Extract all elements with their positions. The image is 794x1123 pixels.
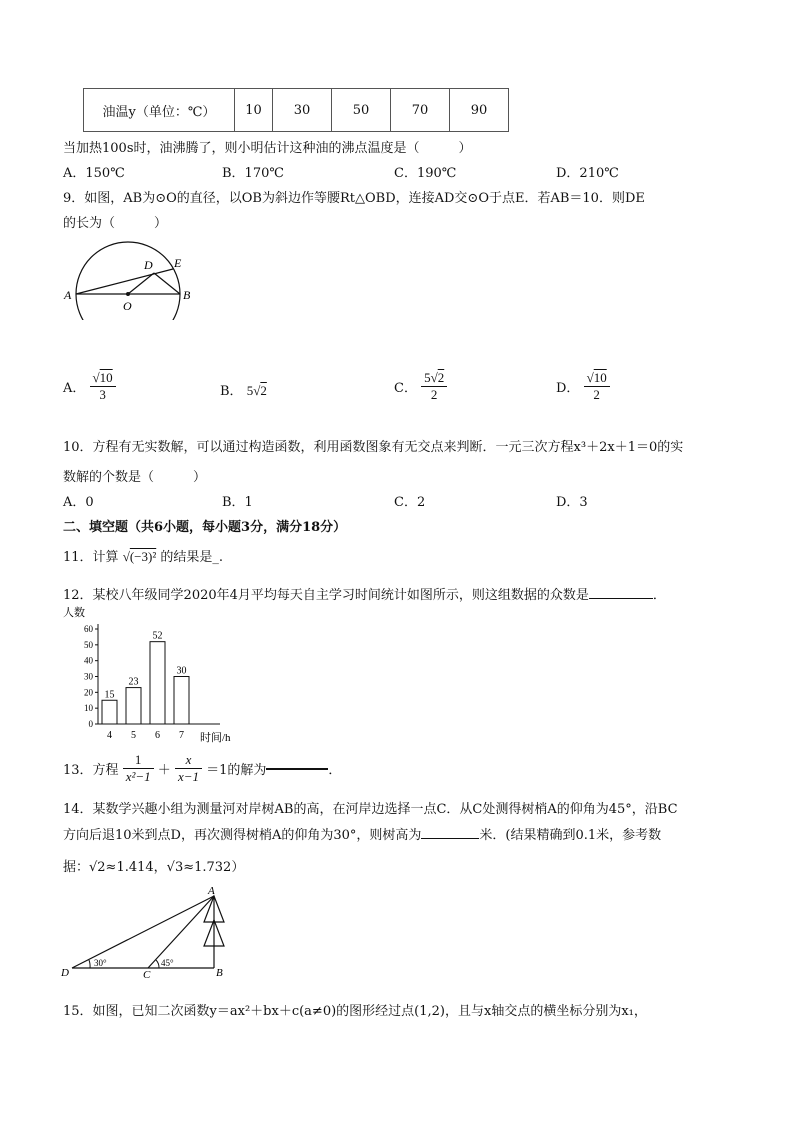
q11-suffix: 的结果是_. — [160, 550, 223, 565]
label-a: A — [208, 885, 215, 897]
table-cell: 70 — [391, 89, 450, 132]
q8-option-b: B．170℃ — [222, 166, 284, 181]
x-tick-label: 5 — [131, 730, 136, 741]
q10-option-b: B．1 — [222, 495, 253, 510]
q9-option-b: B． 5√2 — [220, 383, 267, 399]
bar-5 — [126, 688, 141, 724]
q13-answer-blank[interactable] — [266, 768, 328, 770]
q11-radicand: (−3)² — [129, 549, 157, 564]
segment-db — [154, 273, 180, 294]
study-time-bar-chart — [60, 604, 250, 744]
section-title: 二、填空题（共6小题，每小题3分，满分18分） — [63, 520, 347, 535]
q13-eq: ＝1的解为 — [206, 763, 267, 778]
x-tick-label: 7 — [179, 730, 184, 741]
angle-arc-d — [89, 960, 90, 968]
label-d: D — [144, 258, 153, 272]
q13-plus: ＋ — [157, 763, 171, 778]
q14-answer-blank[interactable] — [421, 838, 479, 839]
y-tick-label: 60 — [84, 624, 93, 634]
table-cell: 30 — [273, 89, 332, 132]
q10-stem-line1: 10．方程有无实数解，可以通过构造函数，利用函数图象有无交点来判断．一元三次方程x³＋2x＋1＝0的实 — [63, 440, 684, 455]
chart-xlabel: 时间/h — [200, 732, 231, 744]
x-tick-label: 4 — [107, 730, 112, 741]
q14-stem-line1: 14．某数学兴趣小组为测量河对岸树AB的高，在河岸边选择一点C．从C处测得树梢A的仰角为45°，沿BC — [63, 802, 678, 817]
q9-option-c-radicand: 2 — [437, 370, 445, 385]
q13-end: ． — [328, 763, 342, 778]
q13-frac1-den: x²−1 — [125, 769, 151, 784]
q13-frac1-num: 1 — [123, 752, 154, 769]
q9-option-d: D． $\frac{√10}{2}$ — [556, 370, 610, 410]
q10-option-d: D．3 — [556, 495, 588, 510]
q9-option-b-letter: B． — [220, 384, 243, 399]
q10-option-a: A．0 — [63, 495, 94, 510]
angle-label-d: 30° — [94, 958, 107, 968]
q14-stem-line3: 据：√2≈1.414，√3≈1.732） — [63, 860, 245, 875]
label-a: A — [64, 288, 72, 302]
q13-text — [63, 752, 341, 792]
q9-option-c-coef: 5 — [424, 370, 431, 385]
y-tick-label: 40 — [84, 655, 93, 666]
q14-line2-part1: 方向后退10米到点D，再次测得树梢A的仰角为30°，则树高为 — [63, 828, 422, 843]
table-row — [84, 89, 509, 132]
q12-stem: 12．某校八年级同学2020年4月平均每天自主学习时间统计如图所示，则这组数据的众数是 — [63, 588, 589, 603]
chart-ylabel: 人数 — [63, 607, 85, 619]
q15-stem: 15．如图，已知二次函数y＝ax²＋bx＋c(a≠0)的图形经过点(1,2)，且与x轴交点的横坐标分别为x₁， — [63, 1004, 647, 1019]
q12-text — [63, 584, 666, 603]
q14-stem-line2 — [63, 824, 661, 843]
y-tick-label: 30 — [84, 671, 93, 682]
q14-line2-part2: 米．(结果精确到0.1米，参考数 — [479, 828, 662, 843]
y-tick-label: 10 — [84, 703, 93, 714]
bar-6 — [150, 642, 165, 724]
q9-stem-line1: 9．如图，AB为⊙O的直径，以OB为斜边作等腰Rt△OBD，连接AD交⊙O于点E．若AB＝10．则DE — [63, 191, 645, 206]
q13-prefix: 13．方程 — [63, 763, 119, 778]
sight-line-c — [148, 896, 214, 968]
x-tick-label: 6 — [155, 730, 160, 741]
q10-option-c: C．2 — [394, 495, 426, 510]
q9-option-b-radicand: 2 — [260, 383, 267, 398]
q9-option-b-coef: 5 — [246, 383, 254, 398]
bar-value-label: 30 — [176, 665, 187, 677]
q11-prefix: 11．计算 — [63, 550, 119, 565]
q8-option-a: A．150℃ — [63, 166, 125, 181]
table-cell: 50 — [332, 89, 391, 132]
label-d: D — [61, 967, 69, 978]
angle-arc-c — [156, 960, 159, 968]
q9-option-d-letter: D． — [556, 381, 580, 396]
table-cell: 90 — [450, 89, 509, 132]
oil-temperature-table — [83, 88, 509, 132]
bar-7 — [174, 677, 189, 725]
table-row-label: 油温y（单位：℃） — [84, 89, 235, 132]
q9-option-d-radicand: 10 — [593, 370, 607, 385]
q8-text: 当加热100s时，油沸腾了，则小明估计这种油的沸点温度是（ ） — [63, 141, 472, 156]
tree-height-figure — [60, 884, 240, 978]
bar-value-label: 23 — [128, 676, 139, 688]
q8-option-d: D．210℃ — [556, 166, 619, 181]
q12-end: ． — [652, 588, 666, 603]
segment-ae — [76, 269, 173, 294]
circle-figure — [60, 240, 200, 320]
center-point — [126, 292, 130, 296]
label-e: E — [174, 256, 182, 270]
bar-4 — [102, 700, 117, 724]
q9-stem-line2: 的长为（ ） — [63, 216, 168, 231]
q13-frac2-num: x — [175, 752, 202, 769]
segment-od — [128, 273, 154, 294]
label-o: O — [123, 299, 132, 313]
q9-option-a-den: 3 — [99, 387, 106, 402]
y-tick-label: 20 — [84, 687, 93, 698]
bar-value-label: 15 — [104, 689, 115, 701]
q12-answer-blank[interactable] — [589, 598, 653, 599]
y-tick-label: 0 — [88, 719, 93, 729]
q9-option-a-letter: A． — [63, 381, 86, 396]
label-c: C — [143, 969, 151, 978]
q9-option-a: A． $\frac{√10}{3}$ — [63, 370, 116, 410]
q11-text: 11．计算 √(−3)² 的结果是_. — [63, 549, 223, 565]
q9-option-c: C． $\frac{5√2}{2}$ — [394, 370, 447, 410]
q9-option-a-radicand: 10 — [99, 370, 113, 385]
q8-option-c: C．190℃ — [394, 166, 457, 181]
table-cell: 10 — [235, 89, 273, 132]
q9-option-c-den: 2 — [430, 387, 438, 402]
q9-option-d-den: 2 — [593, 387, 600, 402]
q10-stem-line2: 数解的个数是（ ） — [63, 470, 207, 485]
angle-label-c: 45° — [161, 958, 174, 968]
y-tick-label: 50 — [84, 639, 93, 650]
bar-value-label: 52 — [152, 630, 163, 642]
q9-option-c-letter: C． — [394, 381, 417, 396]
label-b: B — [183, 288, 191, 302]
q13-frac2-den: x−1 — [177, 769, 199, 784]
label-b: B — [216, 967, 223, 978]
